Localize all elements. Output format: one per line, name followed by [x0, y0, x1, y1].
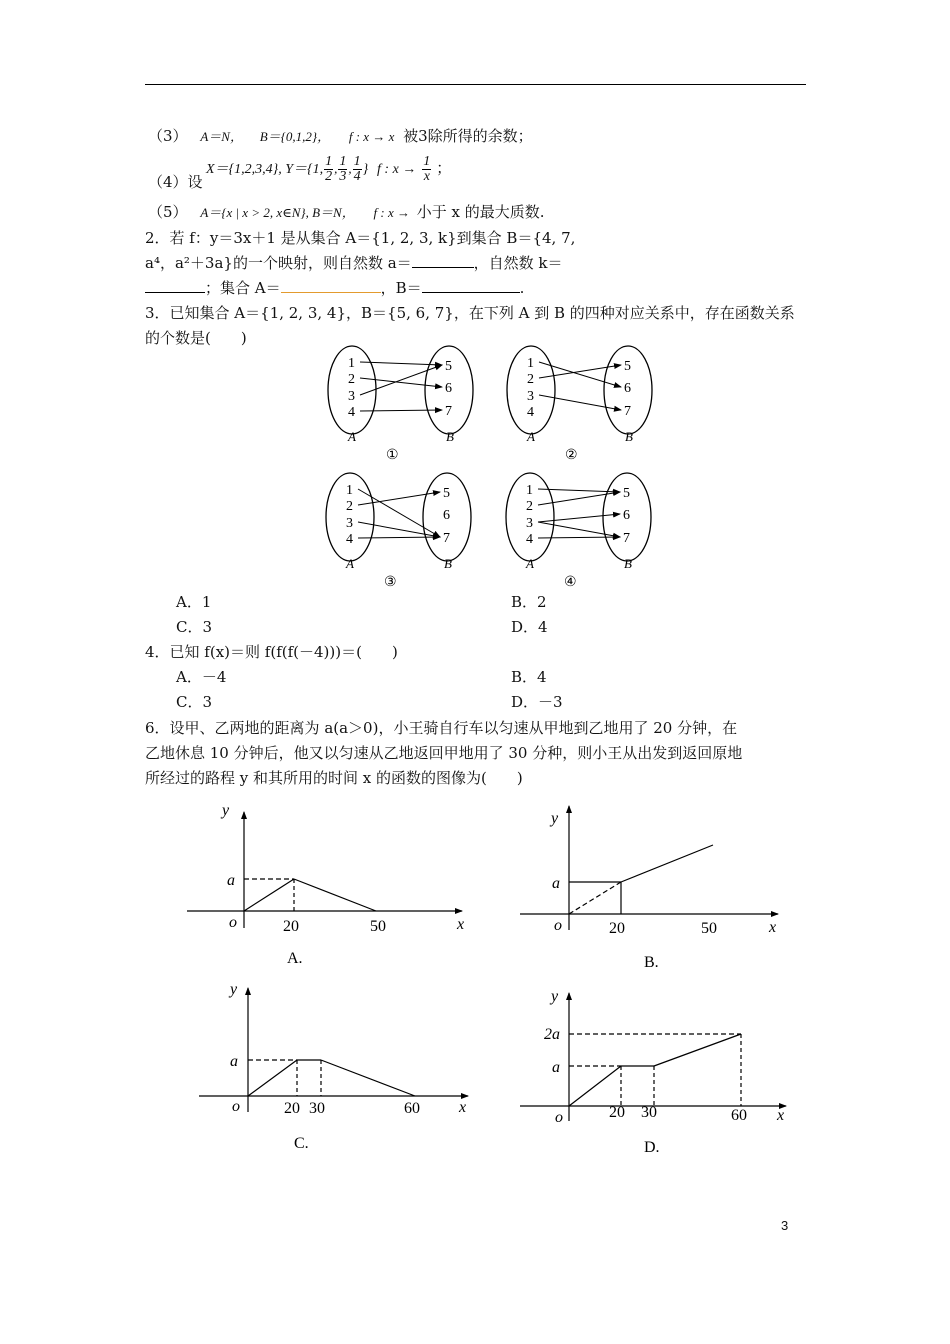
q3-line2: 的个数是( ) — [145, 329, 247, 347]
set-b-label: B — [625, 429, 633, 444]
diagram-number: ① — [386, 448, 399, 463]
graph-b-caption: B. — [644, 954, 659, 971]
page-number: 3 — [781, 1218, 789, 1233]
graph-d-caption: D. — [644, 1139, 660, 1156]
a-element: 2 — [526, 499, 533, 514]
graph-a-y-label: y — [222, 802, 230, 819]
set-a-b: A＝{x | x > 2, x∈N}, B＝N， — [200, 205, 355, 220]
q3-line1: 3．已知集合 A＝{1, 2, 3, 4}，B＝{5, 6, 7}，在下列 A 到 B 的四种对应关系中，存在函数关系 — [145, 304, 795, 322]
graph-d-tick-60: 60 — [731, 1107, 747, 1124]
set-a-label: A — [348, 429, 356, 444]
b-element: 7 — [445, 404, 452, 419]
set-a-label: A — [526, 556, 534, 571]
b-element: 5 — [624, 359, 631, 374]
b-element: 6 — [624, 381, 631, 396]
segment-return — [321, 1060, 415, 1096]
b-element: 7 — [624, 404, 631, 419]
segment-go — [248, 1060, 297, 1096]
set-a: A＝N， — [200, 129, 243, 144]
graph-d-tick-2a: 2a — [544, 1026, 560, 1043]
a-element: 4 — [348, 405, 355, 420]
q2-text-k: ，自然数 k＝ — [473, 254, 563, 272]
b-element: 7 — [443, 531, 450, 546]
fraction-third: $\frac{1}{3}$ — [339, 153, 347, 184]
graph-b-tick-50: 50 — [701, 920, 717, 937]
a-element: 2 — [346, 499, 353, 514]
diagram-number: ② — [565, 448, 578, 463]
graph-a-tick-20: 20 — [283, 918, 299, 935]
q1-item4-expr: X＝{1,2,3,4}, Y＝{1, $\frac{1}{2}$ , $\frac{1}{3}$ , $\frac{1}{4}$ } f : x → $\frac{1}{x}$ ； — [206, 153, 452, 184]
graph-d-y-label: y — [551, 988, 559, 1005]
q2-text-a: a⁴，a²＋3a}的一个映射，则自然数 a＝ — [145, 254, 412, 272]
mapping-desc: 小于 x 的最大质数. — [416, 203, 545, 221]
graph-c-x-label: x — [459, 1099, 467, 1116]
set-b-label: B — [624, 556, 632, 571]
b-element: 5 — [623, 486, 630, 501]
q6-line2: 乙地休息 10 分钟后，他又以匀速从乙地返回甲地用了 30 分种，则小王从出发到返回原地 — [145, 744, 743, 762]
mapping: f : x → — [377, 162, 417, 177]
b-element: 5 — [443, 486, 450, 501]
a-element: 1 — [527, 356, 534, 371]
q4-option-c[interactable]: C．3 — [176, 693, 213, 711]
graph-c-tick-30: 30 — [309, 1100, 325, 1117]
graph-b-origin: o — [554, 917, 562, 934]
a-element: 1 — [526, 483, 533, 498]
graph-a-caption: A. — [287, 950, 303, 967]
q3-option-c[interactable]: C．3 — [176, 618, 213, 636]
q4-option-a[interactable]: A．－4 — [176, 668, 227, 686]
graph-b-tick-20: 20 — [609, 920, 625, 937]
b-element: 7 — [623, 531, 630, 546]
segment-return — [294, 879, 376, 911]
q3-option-a[interactable]: A．1 — [176, 593, 212, 611]
mapping: f : x → — [373, 205, 410, 220]
q2-text-setA: ；集合 A＝ — [205, 279, 281, 297]
mapping-desc: 被3除所得的余数； — [403, 127, 533, 145]
graph-d-tick-20: 20 — [609, 1104, 625, 1121]
b-element: 6 — [623, 508, 630, 523]
q2-line1: 2．若 f：y＝3x＋1 是从集合 A＝{1, 2, 3, k}到集合 B＝{4, 7, — [145, 229, 576, 247]
rising-line — [621, 845, 713, 882]
set-b-label: B — [444, 556, 452, 571]
graph-d-tick-30: 30 — [641, 1104, 657, 1121]
graph-c-caption: C. — [294, 1135, 309, 1152]
b-element: 6 — [445, 381, 452, 396]
q3-option-b[interactable]: B．2 — [511, 593, 547, 611]
b-element: 5 — [445, 359, 452, 374]
item-label: （5） — [148, 203, 188, 221]
graph-b-y-label: y — [551, 810, 559, 827]
set-end: } — [362, 162, 369, 177]
q4-option-d[interactable]: D．－3 — [511, 693, 563, 711]
fraction-half: $\frac{1}{2}$ — [325, 153, 333, 184]
segment-go — [244, 879, 294, 911]
a-element: 1 — [346, 483, 353, 498]
q2-text-setB: ，B＝ — [380, 279, 422, 297]
set-b-label: B — [446, 429, 454, 444]
graph-c-tick-a: a — [230, 1053, 238, 1070]
a-element: 1 — [348, 356, 355, 371]
graph-c[interactable] — [199, 988, 468, 1112]
segment-return — [654, 1034, 741, 1066]
segment-go — [569, 1066, 621, 1106]
graph-c-tick-60: 60 — [404, 1100, 420, 1117]
graph-b-x-label: x — [769, 919, 777, 936]
q4-option-b[interactable]: B．4 — [511, 668, 547, 686]
diagram-number: ③ — [384, 575, 397, 590]
fraction-one-over-x: $\frac{1}{x}$ — [423, 153, 431, 184]
diagram-number: ④ — [564, 575, 577, 590]
graph-b-tick-a: a — [552, 875, 560, 892]
item-label: （3） — [148, 127, 188, 145]
graph-a-x-label: x — [457, 916, 465, 933]
q2-end: . — [519, 279, 525, 297]
a-element: 4 — [527, 405, 534, 420]
set-a-label: A — [346, 556, 354, 571]
a-element: 3 — [348, 389, 355, 404]
a-element: 4 — [526, 532, 533, 547]
set-b: B＝{0,1,2}， — [259, 129, 331, 144]
graph-a-tick-50: 50 — [370, 918, 386, 935]
graph-d-x-label: x — [777, 1107, 785, 1124]
a-element: 4 — [346, 532, 353, 547]
item-label: （4）设 — [148, 173, 203, 191]
a-element: 3 — [526, 516, 533, 531]
a-element: 2 — [527, 372, 534, 387]
set-x-y: X＝{1,2,3,4}, Y＝{1, — [206, 162, 324, 177]
graph-b[interactable] — [520, 806, 778, 930]
q3-option-d[interactable]: D．4 — [511, 618, 548, 636]
a-element: 2 — [348, 372, 355, 387]
graph-a[interactable] — [187, 812, 462, 928]
set-a-label: A — [527, 429, 535, 444]
dashed-diagonal — [569, 882, 621, 914]
a-element: 3 — [346, 516, 353, 531]
graph-d-tick-a: a — [552, 1059, 560, 1076]
graph-c-y-label: y — [230, 981, 238, 998]
graph-c-origin: o — [232, 1098, 240, 1115]
graph-d[interactable] — [520, 993, 786, 1121]
q6-line3: 所经过的路程 y 和其所用的时间 x 的函数的图像为( ) — [145, 769, 523, 787]
q6-line1: 6．设甲、乙两地的距离为 a(a＞0)，小王骑自行车以匀速从甲地到乙地用了 20 分钟，在 — [145, 719, 738, 737]
a-element: 3 — [527, 389, 534, 404]
graph-a-origin: o — [229, 914, 237, 931]
mapping: f : x → x — [348, 129, 395, 144]
graph-d-origin: o — [555, 1109, 563, 1126]
q4-stem: 4．已知 f(x)＝则 f(f(f(－4)))＝( ) — [145, 643, 398, 661]
b-element: 6 — [443, 508, 450, 523]
fraction-quarter: $\frac{1}{4}$ — [353, 153, 361, 184]
graph-a-tick-a: a — [227, 872, 235, 889]
graph-c-tick-20: 20 — [284, 1100, 300, 1117]
item-end: ； — [436, 159, 452, 177]
